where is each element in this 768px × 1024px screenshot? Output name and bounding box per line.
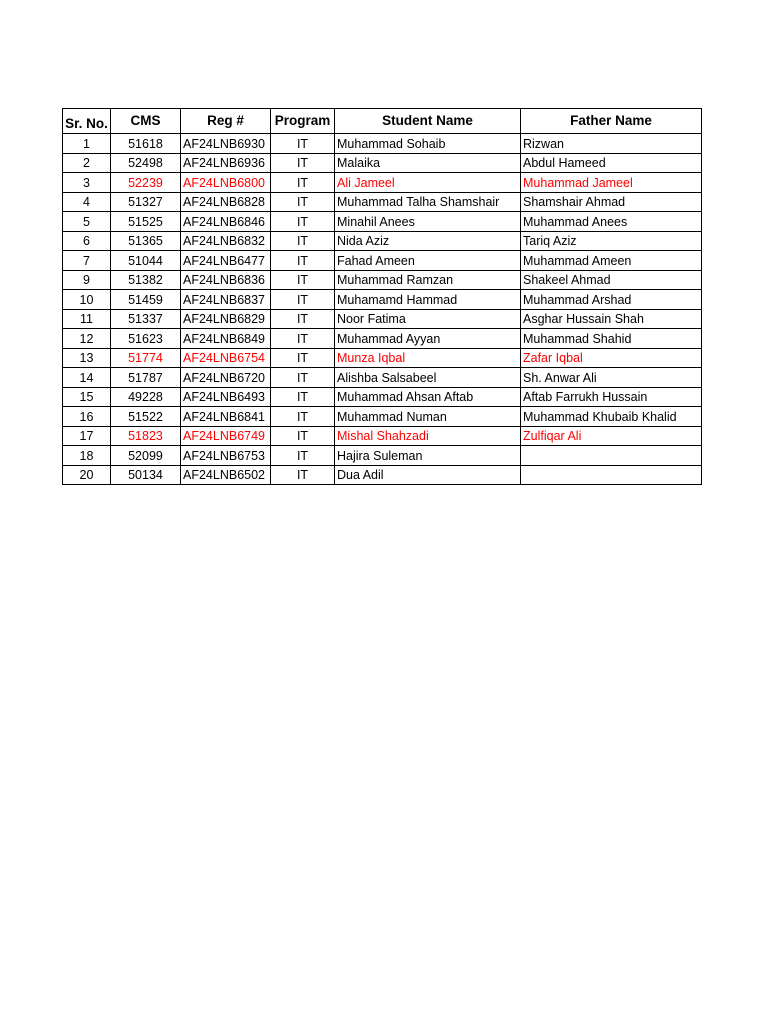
cell-student-name: Mishal Shahzadi (335, 426, 521, 446)
table-row (63, 426, 702, 446)
cell-program: IT (271, 426, 335, 446)
header-father-name: Father Name (521, 109, 702, 134)
cell-student-name: Muhammad Ayyan (335, 329, 521, 349)
cell-program: IT (271, 387, 335, 407)
cell-sr-no: 17 (63, 426, 111, 446)
cell-program: IT (271, 153, 335, 173)
table-row (63, 368, 702, 388)
cell-reg: AF24LNB6849 (181, 329, 271, 349)
table-row (63, 173, 702, 193)
cell-cms: 51618 (111, 134, 181, 154)
cell-cms: 52498 (111, 153, 181, 173)
cell-program: IT (271, 348, 335, 368)
cell-student-name: Minahil Anees (335, 212, 521, 232)
cell-reg: AF24LNB6754 (181, 348, 271, 368)
table-row (63, 387, 702, 407)
header-student-name: Student Name (335, 109, 521, 134)
cell-sr-no: 11 (63, 309, 111, 329)
cell-student-name: Muhammad Ahsan Aftab (335, 387, 521, 407)
cell-father-name (521, 446, 702, 466)
cell-reg: AF24LNB6720 (181, 368, 271, 388)
cell-cms: 51823 (111, 426, 181, 446)
cell-student-name: Muhammad Ramzan (335, 270, 521, 290)
cell-cms: 49228 (111, 387, 181, 407)
table-row (63, 407, 702, 427)
cell-father-name: Muhammad Anees (521, 212, 702, 232)
cell-reg: AF24LNB6846 (181, 212, 271, 232)
cell-reg: AF24LNB6493 (181, 387, 271, 407)
cell-cms: 51337 (111, 309, 181, 329)
table-row (63, 446, 702, 466)
cell-reg: AF24LNB6828 (181, 192, 271, 212)
cell-student-name: Muhammad Talha Shamshair (335, 192, 521, 212)
cell-reg: AF24LNB6502 (181, 465, 271, 485)
cell-program: IT (271, 465, 335, 485)
header-sr-no: Sr. No. (63, 109, 111, 134)
cell-sr-no: 15 (63, 387, 111, 407)
cell-cms: 51787 (111, 368, 181, 388)
cell-father-name: Zulfiqar Ali (521, 426, 702, 446)
cell-cms: 51522 (111, 407, 181, 427)
cell-cms: 51525 (111, 212, 181, 232)
cell-father-name: Tariq Aziz (521, 231, 702, 251)
cell-reg: AF24LNB6832 (181, 231, 271, 251)
cell-cms: 51623 (111, 329, 181, 349)
cell-reg: AF24LNB6477 (181, 251, 271, 271)
table-row (63, 251, 702, 271)
cell-father-name: Muhammad Jameel (521, 173, 702, 193)
cell-program: IT (271, 212, 335, 232)
cell-father-name (521, 465, 702, 485)
cell-cms: 51382 (111, 270, 181, 290)
cell-sr-no: 7 (63, 251, 111, 271)
cell-cms: 52099 (111, 446, 181, 466)
table-row (63, 465, 702, 485)
cell-reg: AF24LNB6829 (181, 309, 271, 329)
cell-student-name: Muhammad Sohaib (335, 134, 521, 154)
student-table (62, 108, 702, 485)
table-row (63, 231, 702, 251)
header-program: Program (271, 109, 335, 134)
cell-sr-no: 16 (63, 407, 111, 427)
cell-student-name: Munza Iqbal (335, 348, 521, 368)
cell-father-name: Muhammad Ameen (521, 251, 702, 271)
cell-father-name: Shakeel Ahmad (521, 270, 702, 290)
cell-father-name: Sh. Anwar Ali (521, 368, 702, 388)
cell-program: IT (271, 368, 335, 388)
cell-sr-no: 2 (63, 153, 111, 173)
cell-sr-no: 10 (63, 290, 111, 310)
cell-sr-no: 13 (63, 348, 111, 368)
cell-student-name: Noor Fatima (335, 309, 521, 329)
cell-sr-no: 9 (63, 270, 111, 290)
cell-student-name: Hajira Suleman (335, 446, 521, 466)
cell-father-name: Muhammad Shahid (521, 329, 702, 349)
cell-student-name: Ali Jameel (335, 173, 521, 193)
cell-father-name: Muhammad Arshad (521, 290, 702, 310)
cell-program: IT (271, 251, 335, 271)
cell-cms: 51459 (111, 290, 181, 310)
cell-student-name: Muhammad Numan (335, 407, 521, 427)
cell-sr-no: 5 (63, 212, 111, 232)
table-row (63, 290, 702, 310)
cell-student-name: Nida Aziz (335, 231, 521, 251)
cell-sr-no: 4 (63, 192, 111, 212)
cell-reg: AF24LNB6800 (181, 173, 271, 193)
cell-program: IT (271, 192, 335, 212)
table-row (63, 348, 702, 368)
cell-student-name: Fahad Ameen (335, 251, 521, 271)
cell-father-name: Shamshair Ahmad (521, 192, 702, 212)
cell-sr-no: 14 (63, 368, 111, 388)
cell-program: IT (271, 270, 335, 290)
cell-father-name: Zafar Iqbal (521, 348, 702, 368)
table-row (63, 153, 702, 173)
cell-cms: 50134 (111, 465, 181, 485)
cell-program: IT (271, 173, 335, 193)
table-row (63, 212, 702, 232)
cell-student-name: Alishba Salsabeel (335, 368, 521, 388)
cell-sr-no: 18 (63, 446, 111, 466)
cell-reg: AF24LNB6930 (181, 134, 271, 154)
cell-program: IT (271, 309, 335, 329)
cell-program: IT (271, 290, 335, 310)
header-row (63, 109, 702, 134)
cell-reg: AF24LNB6836 (181, 270, 271, 290)
cell-father-name: Aftab Farrukh Hussain (521, 387, 702, 407)
cell-program: IT (271, 231, 335, 251)
table-row (63, 309, 702, 329)
cell-father-name: Asghar Hussain Shah (521, 309, 702, 329)
cell-cms: 51365 (111, 231, 181, 251)
cell-reg: AF24LNB6837 (181, 290, 271, 310)
cell-program: IT (271, 329, 335, 349)
cell-student-name: Dua Adil (335, 465, 521, 485)
cell-program: IT (271, 134, 335, 154)
cell-reg: AF24LNB6841 (181, 407, 271, 427)
table-row (63, 270, 702, 290)
cell-student-name: Muhamamd Hammad (335, 290, 521, 310)
cell-reg: AF24LNB6936 (181, 153, 271, 173)
table-row (63, 329, 702, 349)
cell-program: IT (271, 407, 335, 427)
cell-cms: 51327 (111, 192, 181, 212)
cell-student-name: Malaika (335, 153, 521, 173)
cell-sr-no: 12 (63, 329, 111, 349)
cell-sr-no: 6 (63, 231, 111, 251)
cell-sr-no: 1 (63, 134, 111, 154)
cell-program: IT (271, 446, 335, 466)
cell-cms: 51044 (111, 251, 181, 271)
cell-sr-no: 20 (63, 465, 111, 485)
header-reg: Reg # (181, 109, 271, 134)
cell-reg: AF24LNB6749 (181, 426, 271, 446)
table-row (63, 134, 702, 154)
cell-reg: AF24LNB6753 (181, 446, 271, 466)
cell-father-name: Muhammad Khubaib Khalid (521, 407, 702, 427)
cell-cms: 52239 (111, 173, 181, 193)
cell-father-name: Rizwan (521, 134, 702, 154)
cell-sr-no: 3 (63, 173, 111, 193)
cell-cms: 51774 (111, 348, 181, 368)
header-cms: CMS (111, 109, 181, 134)
cell-father-name: Abdul Hameed (521, 153, 702, 173)
table-row (63, 192, 702, 212)
